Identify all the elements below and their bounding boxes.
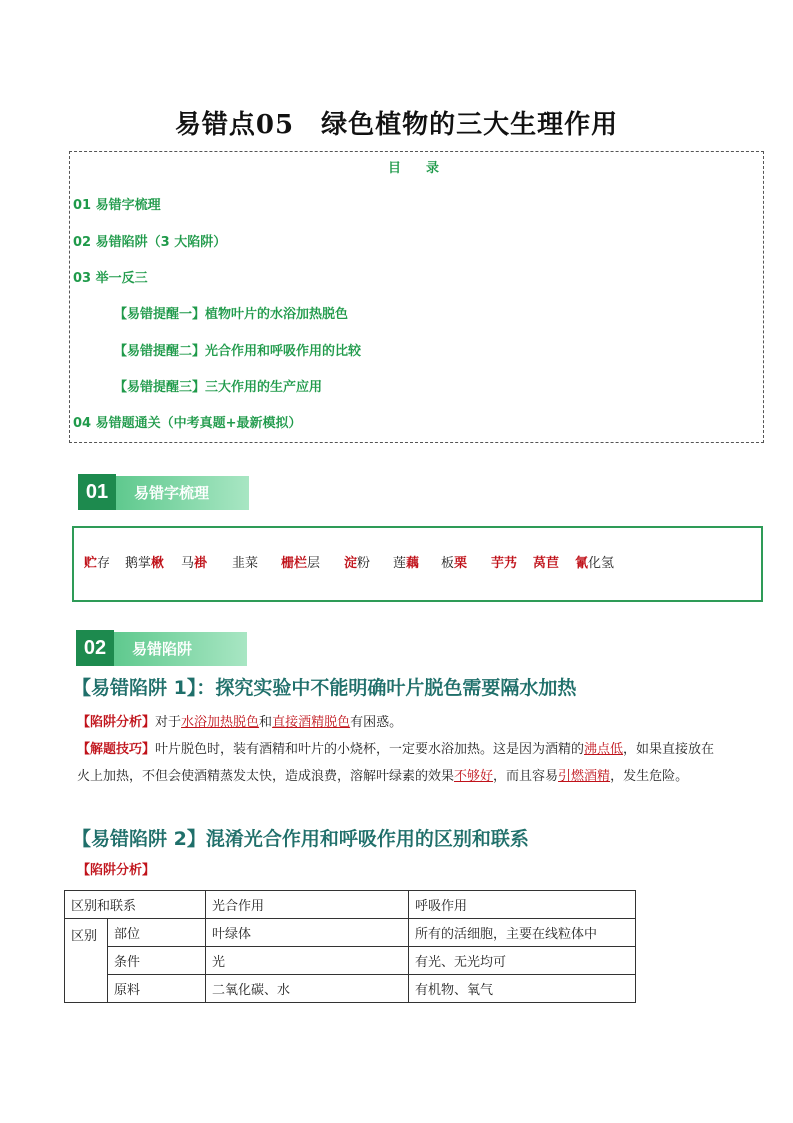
table-row — [65, 975, 636, 1003]
table-cell: 所有的活细胞，主要在线粒体中 — [409, 919, 636, 947]
comparison-table — [64, 890, 636, 1003]
toc-item-examples: 03 举一反三 — [73, 271, 148, 286]
toc-item-reminder-3: 【易错提醒三】三大作用的生产应用 — [114, 380, 323, 395]
table-of-contents — [69, 151, 764, 443]
word-item: 氰化氢 — [575, 556, 615, 571]
word-item: 芋艿 — [491, 556, 518, 571]
table-cell: 二氧化碳、水 — [206, 975, 409, 1003]
table-row — [65, 919, 636, 947]
table-cell: 原料 — [108, 975, 206, 1003]
table-header-row — [65, 891, 636, 919]
toc-item-reminder-2: 【易错提醒二】光合作用和呼吸作用的比较 — [114, 344, 362, 359]
trap-1-analysis: 【陷阱分析】对于水浴加热脱色和直接酒精脱色有困惑。 — [77, 715, 403, 730]
section-label: 易错字梳理 — [116, 476, 249, 510]
word-item: 马褂 — [181, 556, 208, 571]
toc-item-wrong-words: 01 易错字梳理 — [73, 198, 161, 213]
toc-heading: 目 录 — [387, 161, 445, 176]
table-header-cell: 呼吸作用 — [409, 891, 636, 919]
trap-1-title: 【易错陷阱 1】：探究实验中不能明确叶片脱色需要隔水加热 — [72, 677, 577, 699]
table-cell: 光 — [206, 947, 409, 975]
toc-item-exam: 04 易错题通关（中考真题+最新模拟） — [73, 416, 302, 431]
section-number: 02 — [76, 630, 114, 666]
trap-2-title: 【易错陷阱 2】混淆光合作用和呼吸作用的区别和联系 — [72, 828, 529, 850]
table-header-cell: 光合作用 — [206, 891, 409, 919]
section-number: 01 — [78, 474, 116, 510]
trap-1-tip: 【解题技巧】叶片脱色时，装有酒精和叶片的小烧杯，一定要水浴加热。这是因为酒精的沸点低，如果直接放在火上加热，不但会使酒精蒸发太快，造成浪费，溶解叶绿素的效果不够好，而且容易引燃酒精，发生危险。 — [77, 742, 715, 784]
table-group-cell: 区别 — [65, 919, 108, 1003]
word-item: 莲藕 — [393, 556, 420, 571]
table-cell: 部位 — [108, 919, 206, 947]
table-row — [65, 947, 636, 975]
word-item: 鹅掌楸 — [125, 556, 165, 571]
table-cell: 有机物、氧气 — [409, 975, 636, 1003]
wrong-words-box — [72, 526, 763, 602]
word-item: 板栗 — [441, 556, 468, 571]
toc-item-traps: 02 易错陷阱（3 大陷阱） — [73, 235, 227, 250]
table-cell: 叶绿体 — [206, 919, 409, 947]
table-header-cell: 区别和联系 — [65, 891, 206, 919]
page-title: 易错点05 绿色植物的三大生理作用 — [174, 110, 619, 140]
table-cell: 有光、无光均可 — [409, 947, 636, 975]
table-cell: 条件 — [108, 947, 206, 975]
word-item: 贮存 — [84, 556, 111, 571]
word-item: 淀粉 — [344, 556, 371, 571]
toc-item-reminder-1: 【易错提醒一】植物叶片的水浴加热脱色 — [114, 307, 349, 322]
word-item: 栅栏层 — [281, 556, 321, 571]
word-item: 韭菜 — [232, 556, 259, 571]
word-item: 莴苣 — [533, 556, 560, 571]
section-label: 易错陷阱 — [114, 632, 247, 666]
trap-2-analysis: 【陷阱分析】 — [77, 863, 156, 878]
